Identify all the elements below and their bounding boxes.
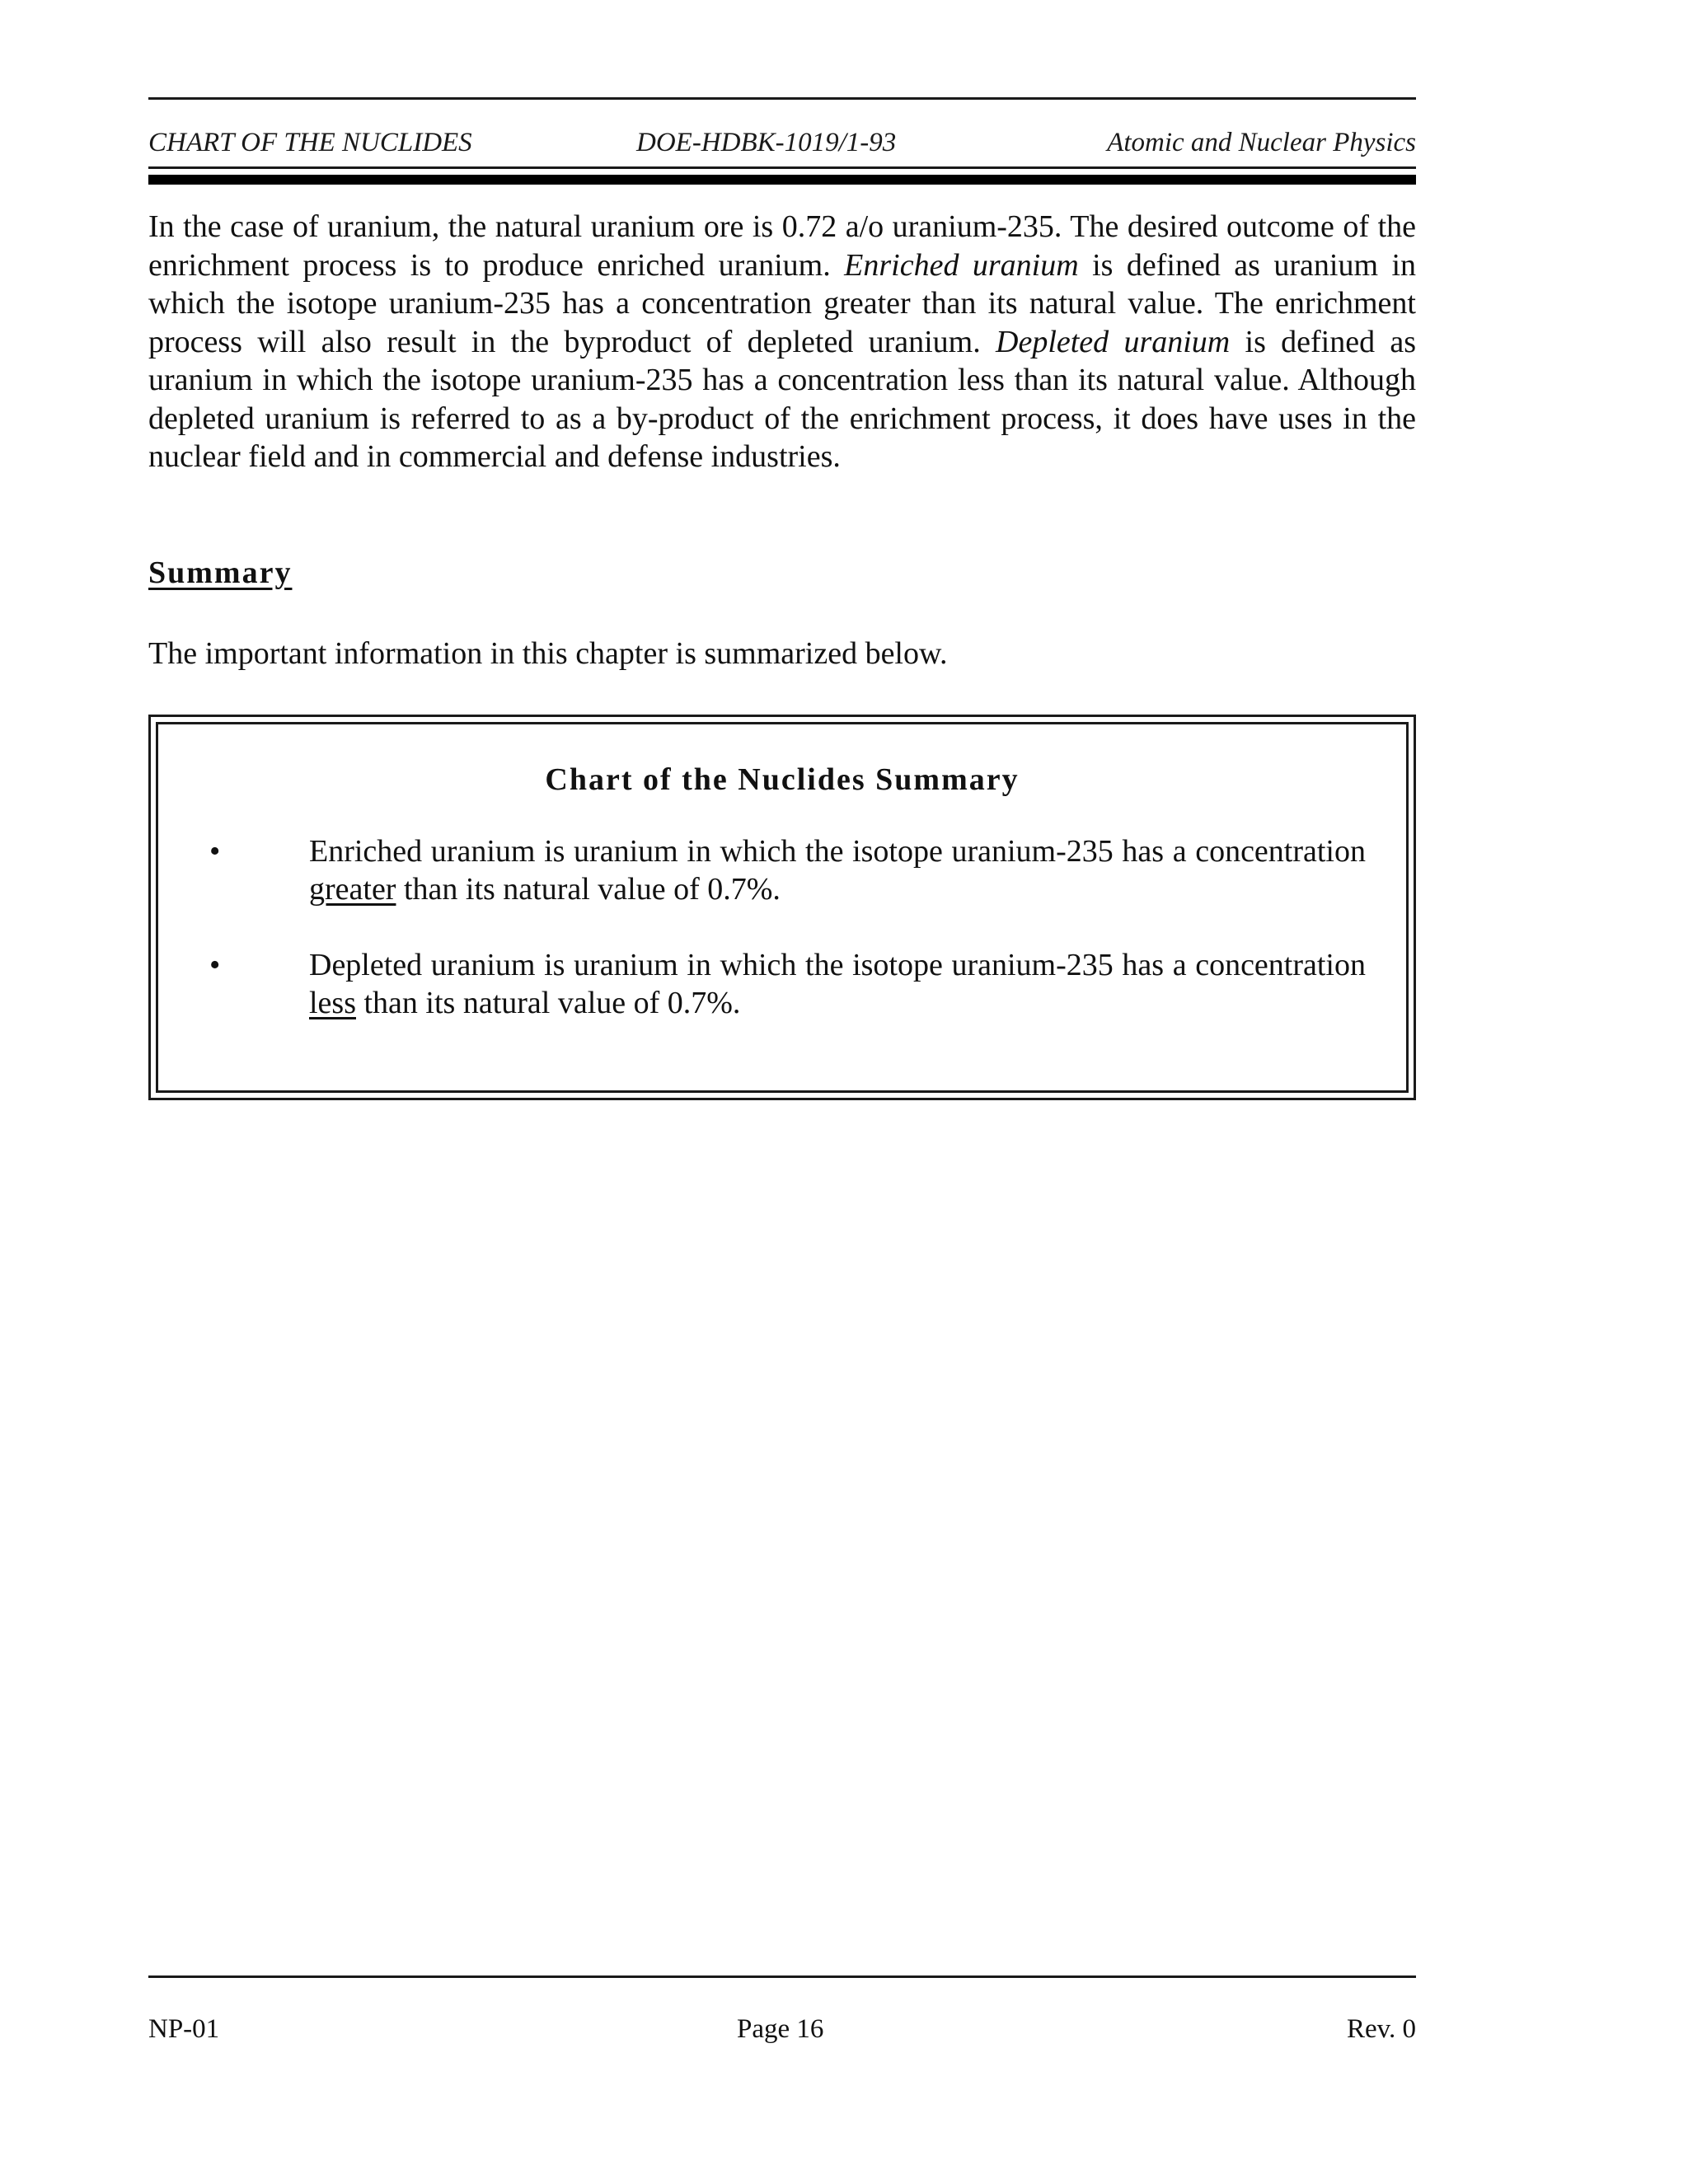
intro-text-2: is defined as uranium in which the isotope uranium-235 has a concentration greater than its natural value. The enrichment process will also result in the byproduct of depleted uranium. [148,247,1417,359]
intro-text-1: In the case of uranium, the natural uranium ore is 0.72 a/o uranium-235. The desired outcome of the enrichment process is to produce enriched uranium. [148,209,1416,283]
summary-item-text: than its natural value of 0.7%. [356,986,741,1020]
depleted-uranium-term: Depleted uranium [996,324,1231,359]
document-page [148,0,1416,2184]
summary-item-emphasis: greater [309,872,396,907]
summary-item-text: Depleted uranium is uranium in which the isotope uranium-235 has a concentration [309,948,1366,982]
bullet-icon: • [209,948,221,982]
running-header [148,122,1416,163]
header-document-number: DOE-HDBK-1019/1-93 [636,128,897,157]
header-chapter-title: CHART OF THE NUCLIDES [148,128,472,157]
summary-item-emphasis: less [309,986,356,1020]
intro-paragraph [148,208,1416,476]
footer-rule [148,1975,1416,1978]
summary-item-enriched [309,832,1366,908]
footer-page-number: Page 16 [737,2014,824,2044]
footer-revision: Rev. 0 [1346,2014,1416,2044]
summary-heading: Summary [148,555,293,590]
header-thin-rule [148,166,1416,169]
summary-box-inner-border [156,722,1409,1093]
intro-text-3: is defined as uranium in which the isotope uranium-235 has a concentration less than its natural value. Although depleted uranium is referred to as a by-product of the enrichment process, it does have uses in the nuclear field and in commercial and defense industries. [148,324,1416,474]
bullet-icon: • [209,834,221,869]
summary-item-text: than its natural value of 0.7%. [396,872,781,907]
header-module-title: Atomic and Nuclear Physics [1107,128,1416,157]
running-footer [148,2011,1416,2047]
footer-module-id: NP-01 [148,2014,220,2044]
summary-item-text: Enriched uranium is uranium in which the isotope uranium-235 has a concentration [309,834,1366,869]
header-thick-rule [148,175,1416,185]
summary-box-title: Chart of the Nuclides Summary [545,762,1020,797]
summary-box [148,715,1416,1100]
summary-item-depleted [309,946,1366,1022]
header-top-rule [148,97,1416,100]
enriched-uranium-term: Enriched uranium [844,247,1079,283]
summary-lead-sentence: The important information in this chapter is summarized below. [148,636,948,671]
